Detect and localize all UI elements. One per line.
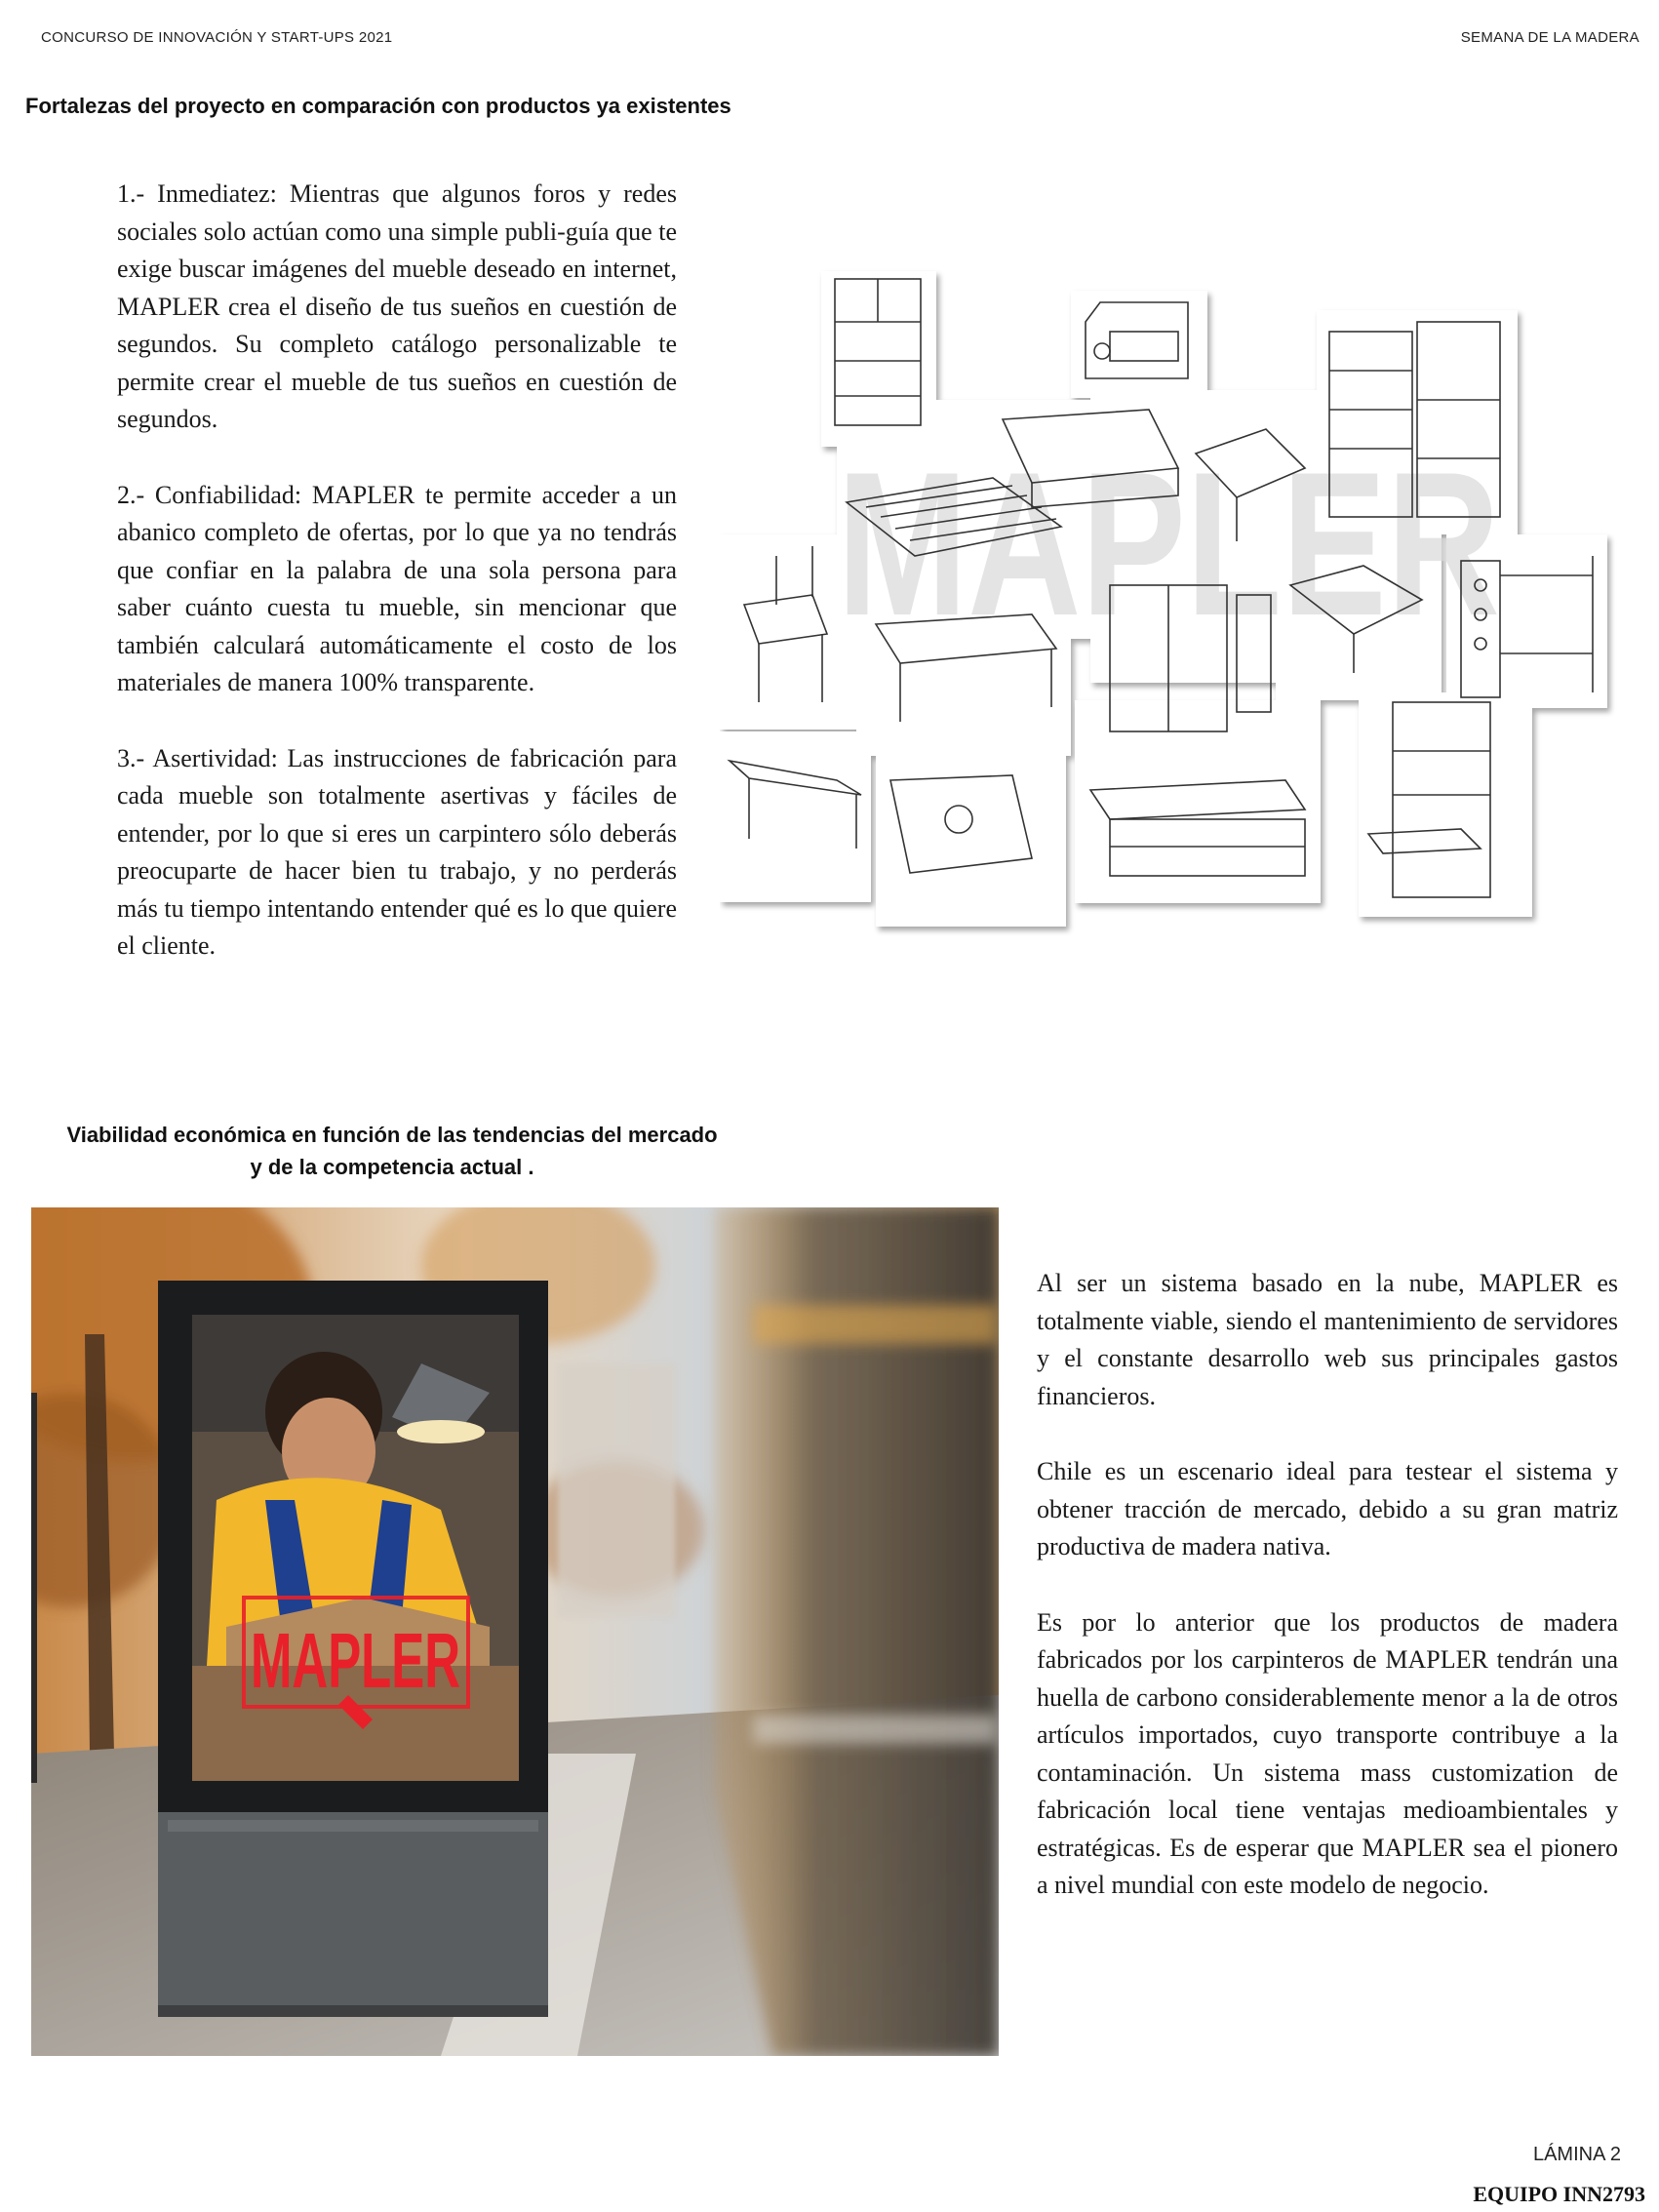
strengths-text — [117, 176, 677, 1004]
viability-chile: Chile es un escenario ideal para testear el sistema y obtener tracción de mercado, debido a su gran matriz productiva de madera nativa. — [1037, 1457, 1618, 1560]
header-left: CONCURSO DE INNOVACIÓN Y START-UPS 2021 — [41, 29, 393, 46]
section-viability-title — [21, 1119, 763, 1183]
section-viability-title-line2: y de la competencia actual . — [250, 1155, 534, 1179]
page-number: LÁMINA 2 — [1532, 2144, 1621, 2165]
strength-assertiveness: 3.- Asertividad: Las instrucciones de fabricación para cada mueble son totalmente asertivas y fáciles de entender, por lo que si eres un carpintero sólo deberás preocuparte de hacer bien tu trabajo, y no perderás más tu tiempo intentando entender qué es lo que quiere el cliente. — [117, 743, 677, 960]
viability-cloud: Al ser un sistema basado en la nube, MAPLER es totalmente viable, siendo el mantenimiento de servidores y el constante desarrollo web sus principales gastos financieros. — [1037, 1269, 1618, 1410]
section-viability-title-line1: Viabilidad económica en función de las tendencias del mercado — [66, 1123, 718, 1147]
viability-carbon: Es por lo anterior que los productos de madera fabricados por los carpinteros de MAPLER tendrán una huella de carbono considerablemente menor a la de otros artículos importados, cuyo transporte contribuye a la contaminación. Un sistema mass customization de fabricación local tiene ventajas medioambientales y estratégicas. Es de esperar que MAPLER sea el pionero a nivel mundial con este modelo de negocio. — [1037, 1607, 1618, 1899]
street-poster-photo — [31, 1207, 999, 2056]
strength-reliability: 2.- Confiabilidad: MAPLER te permite acceder a un abanico completo de ofertas, por lo que ya no tendrás que confiar en la palabra de una sola persona para saber cuánto cuesta tu mueble, sin mencionar que también calculará automáticamente el costo de los materiales de manera 100% transparente. — [117, 480, 677, 696]
section-strengths-title: Fortalezas del proyecto en comparación con productos ya existentes — [25, 94, 731, 118]
collage-watermark-text: MAPLER — [837, 429, 1500, 658]
furniture-sketches-image — [720, 263, 1617, 936]
team-id: EQUIPO INN2793 — [1473, 2182, 1645, 2206]
header-right: SEMANA DE LA MADERA — [1460, 29, 1639, 46]
poster-mockup-image — [31, 1207, 999, 2056]
furniture-sketch-collage — [720, 263, 1617, 936]
strength-immediacy: 1.- Inmediatez: Mientras que algunos foros y redes sociales solo actúan como una simple publi-guía que te exige buscar imágenes del mueble deseado en internet, MAPLER crea el diseño de tus sueños en cuestión de segundos. Su completo catálogo personalizable te permite crear el mueble de tus sueños en cuestión de segundos. — [117, 179, 677, 433]
poster-logo-text: MAPLER — [251, 1617, 460, 1704]
viability-text — [1037, 1265, 1618, 1943]
